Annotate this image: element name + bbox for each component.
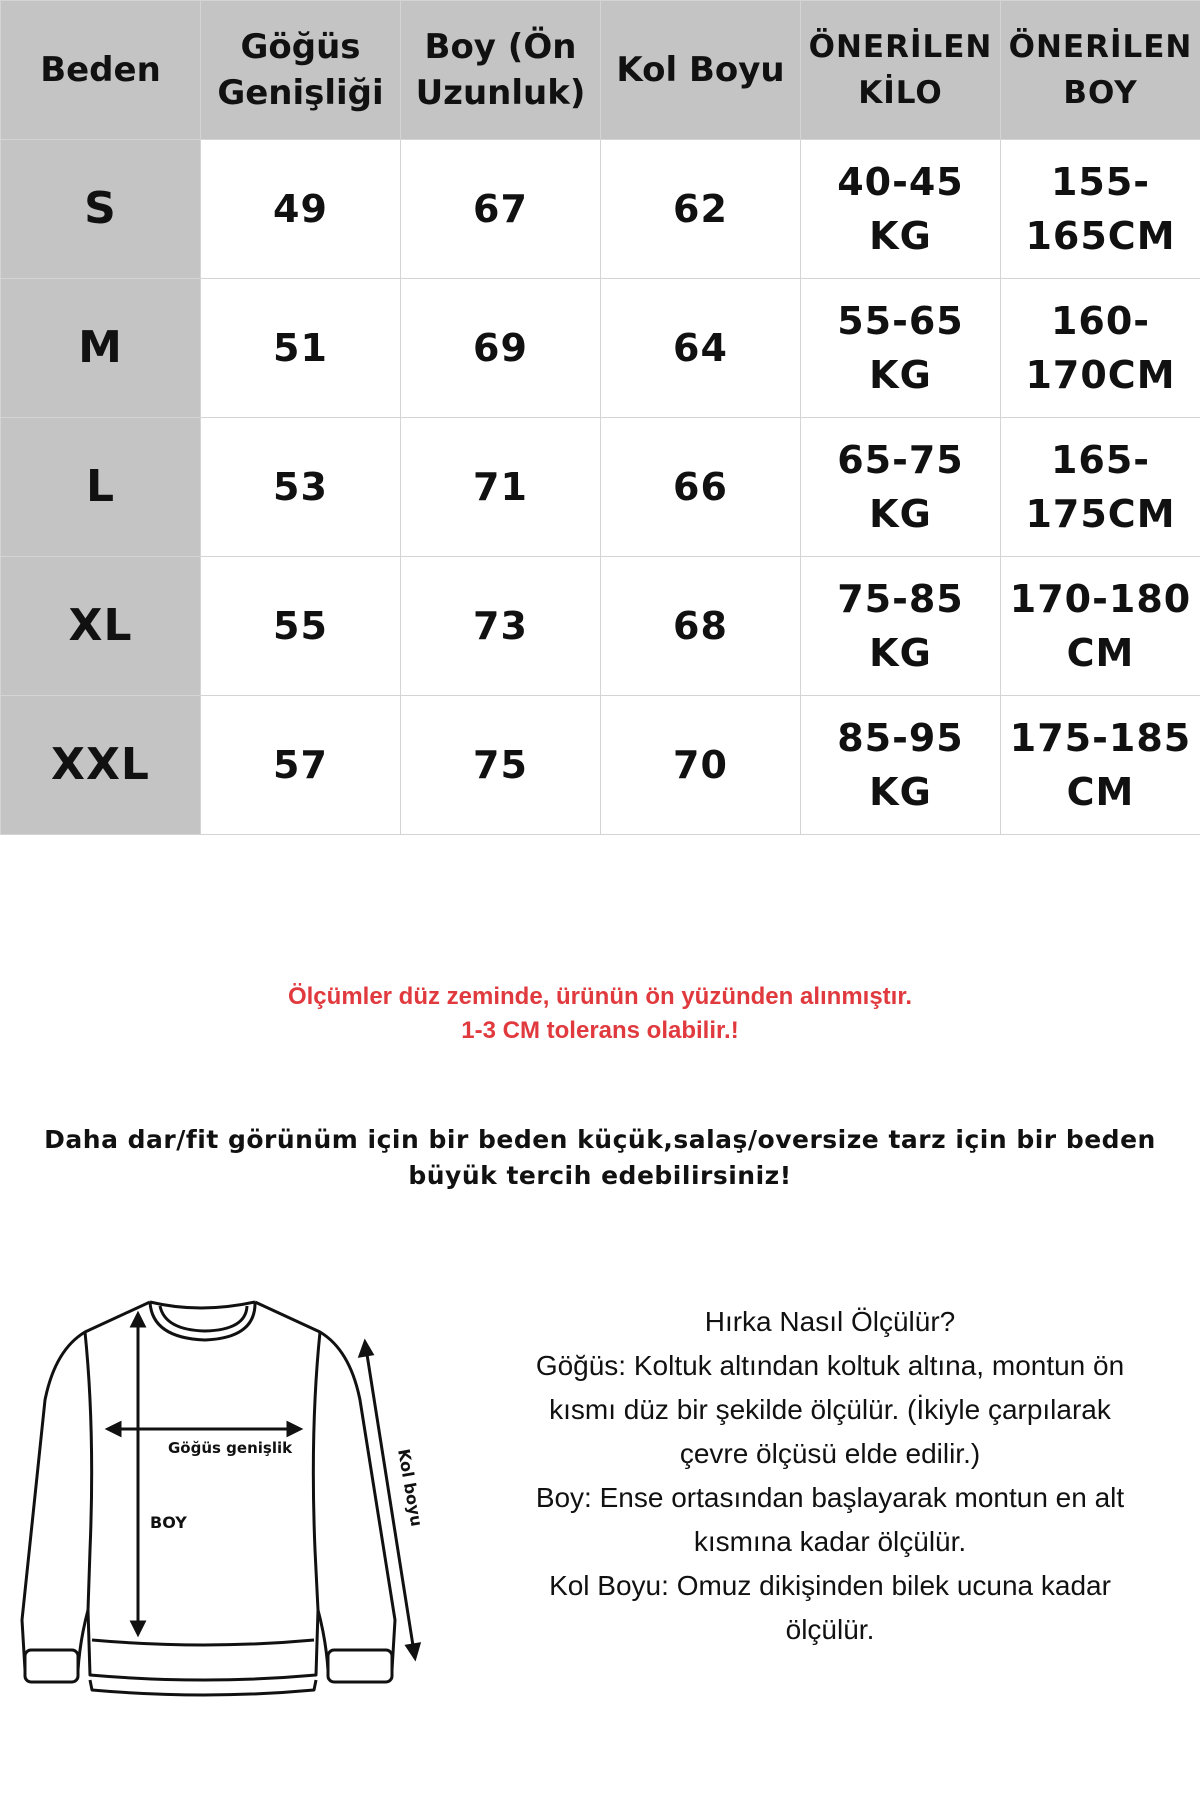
cell-sleeve-length: 62 xyxy=(601,140,801,279)
table-header-row xyxy=(1,1,1200,140)
cell-front-length: 73 xyxy=(401,557,601,696)
cell-recommended-height: 175-185 CM xyxy=(1001,696,1200,835)
cell-front-length: 71 xyxy=(401,418,601,557)
chest-label: Göğüs genişlik xyxy=(168,1439,293,1457)
cell-size: M xyxy=(1,279,201,418)
cell-recommended-weight: 40-45 KG xyxy=(801,140,1001,279)
how-to-measure-line: ölçülür. xyxy=(785,1614,875,1645)
how-to-measure-title: Hırka Nasıl Ölçülür? xyxy=(704,1306,956,1337)
length-arrow-icon xyxy=(132,1314,144,1634)
cell-recommended-height: 165- 175CM xyxy=(1001,418,1200,557)
cell-size: L xyxy=(1,418,201,557)
cell-chest-width: 57 xyxy=(201,696,401,835)
cell-sleeve-length: 64 xyxy=(601,279,801,418)
cell-chest-width: 53 xyxy=(201,418,401,557)
how-to-measure-line: Kol Boyu: Omuz dikişinden bilek ucuna kadar xyxy=(549,1570,1111,1601)
table-row xyxy=(1,696,1200,835)
cell-recommended-height: 160- 170CM xyxy=(1001,279,1200,418)
how-to-measure-line: kısmına kadar ölçülür. xyxy=(693,1526,967,1557)
cell-chest-width: 51 xyxy=(201,279,401,418)
cell-recommended-weight: 55-65 KG xyxy=(801,279,1001,418)
measurement-note-line2: 1-3 CM tolerans olabilir.! xyxy=(461,1017,739,1044)
measurement-note xyxy=(0,980,1200,1048)
cell-recommended-height: 170-180 CM xyxy=(1001,557,1200,696)
cell-size: XL xyxy=(1,557,201,696)
cell-size: XXL xyxy=(1,696,201,835)
cell-chest-width: 55 xyxy=(201,557,401,696)
cell-sleeve-length: 70 xyxy=(601,696,801,835)
table-row xyxy=(1,418,1200,557)
table-row xyxy=(1,140,1200,279)
cell-recommended-height: 155- 165CM xyxy=(1001,140,1200,279)
length-label: BOY xyxy=(150,1513,187,1532)
cell-sleeve-length: 66 xyxy=(601,418,801,557)
measurement-note-line1: Ölçümler düz zeminde, ürünün ön yüzünden alınmıştır. xyxy=(287,983,913,1010)
size-tip: Daha dar/fit görünüm için bir beden küçük,salaş/oversize tarz için bir beden büyük tercih edebilirsiniz! xyxy=(44,1125,1156,1190)
cell-recommended-weight: 65-75 KG xyxy=(801,418,1001,557)
table-row xyxy=(1,557,1200,696)
how-to-measure-line: çevre ölçüsü elde edilir.) xyxy=(679,1438,981,1469)
how-to-measure-line: Göğüs: Koltuk altından koltuk altına, montun ön xyxy=(535,1350,1125,1381)
sleeve-label: Kol boyu xyxy=(394,1447,427,1528)
cell-size: S xyxy=(1,140,201,279)
cell-front-length: 69 xyxy=(401,279,601,418)
how-to-measure xyxy=(480,1300,1180,1652)
header-sleeve-length: Kol Boyu xyxy=(601,1,801,140)
how-to-measure-line: kısmı düz bir şekilde ölçülür. (İkiyle çarpılarak xyxy=(549,1394,1111,1425)
header-recommended-height: ÖNERİLEN BOY xyxy=(1001,1,1200,140)
header-front-length: Boy (Ön Uzunluk) xyxy=(401,1,601,140)
header-size: Beden xyxy=(1,1,201,140)
cell-recommended-weight: 85-95 KG xyxy=(801,696,1001,835)
cell-front-length: 75 xyxy=(401,696,601,835)
size-table xyxy=(0,0,1200,835)
sweatshirt-diagram xyxy=(0,1290,460,1720)
cell-front-length: 67 xyxy=(401,140,601,279)
header-recommended-weight: ÖNERİLEN KİLO xyxy=(801,1,1001,140)
cell-recommended-weight: 75-85 KG xyxy=(801,557,1001,696)
header-chest-width: Göğüs Genişliği xyxy=(201,1,401,140)
sweatshirt-outline-icon xyxy=(22,1302,395,1695)
cell-sleeve-length: 68 xyxy=(601,557,801,696)
cell-chest-width: 49 xyxy=(201,140,401,279)
table-row xyxy=(1,279,1200,418)
how-to-measure-line: Boy: Ense ortasından başlayarak montun en alt xyxy=(535,1482,1125,1513)
